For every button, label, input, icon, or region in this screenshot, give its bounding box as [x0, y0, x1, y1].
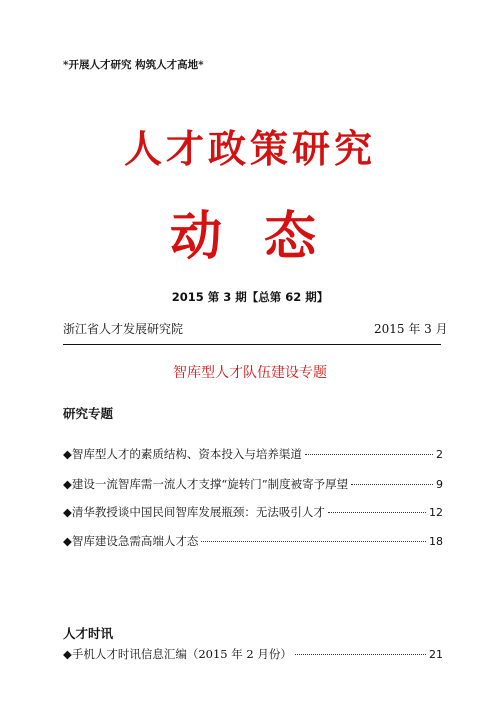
issue-number: 2015 第 3 期【总第 62 期】: [171, 290, 329, 304]
toc-item-label: ◆手机人才时讯信息汇编（2015 年 2 月份）: [63, 647, 292, 661]
toc-item[interactable]: [63, 446, 443, 462]
toc-item-label: ◆建设一流智库需一流人才支撑“旋转门”制度被寄予厚望: [63, 477, 349, 491]
publisher: 浙江省人才发展研究院: [63, 322, 184, 336]
masthead-subtitle: 动态: [169, 206, 358, 267]
toc-item-page: 2: [436, 448, 443, 461]
theme-title: 智库型人才队伍建设专题: [173, 365, 327, 381]
toc-item[interactable]: [63, 504, 443, 520]
toc-item-page: 9: [436, 478, 443, 491]
toc-leader-dots: [328, 512, 426, 513]
toc-item-page: 21: [429, 648, 443, 661]
publication-date: 2015 年 3 月: [374, 322, 448, 336]
section-heading-research: 研究专题: [63, 406, 114, 421]
section-heading-news: 人才时讯: [63, 626, 114, 641]
toc-item-label: ◆智库型人才的素质结构、资本投入与培养渠道: [63, 447, 302, 461]
header-rule: [63, 344, 441, 345]
toc-item-label: ◆智库建设急需高端人才态: [63, 534, 199, 548]
toc-item-label: ◆清华教授谈中国民间智库发展瓶颈：无法吸引人才: [63, 505, 325, 519]
toc-item[interactable]: [63, 476, 443, 492]
toc-leader-dots: [201, 541, 426, 542]
masthead-title: 人才政策研究: [123, 126, 376, 171]
toc-item[interactable]: [63, 646, 443, 662]
slogan: *开展人才研究 构筑人才高地*: [63, 59, 204, 71]
toc-item[interactable]: [63, 533, 443, 549]
toc-leader-dots: [305, 454, 433, 455]
toc-item-page: 18: [429, 535, 443, 548]
toc-leader-dots: [351, 484, 433, 485]
toc-item-page: 12: [429, 506, 443, 519]
toc-leader-dots: [295, 654, 426, 655]
